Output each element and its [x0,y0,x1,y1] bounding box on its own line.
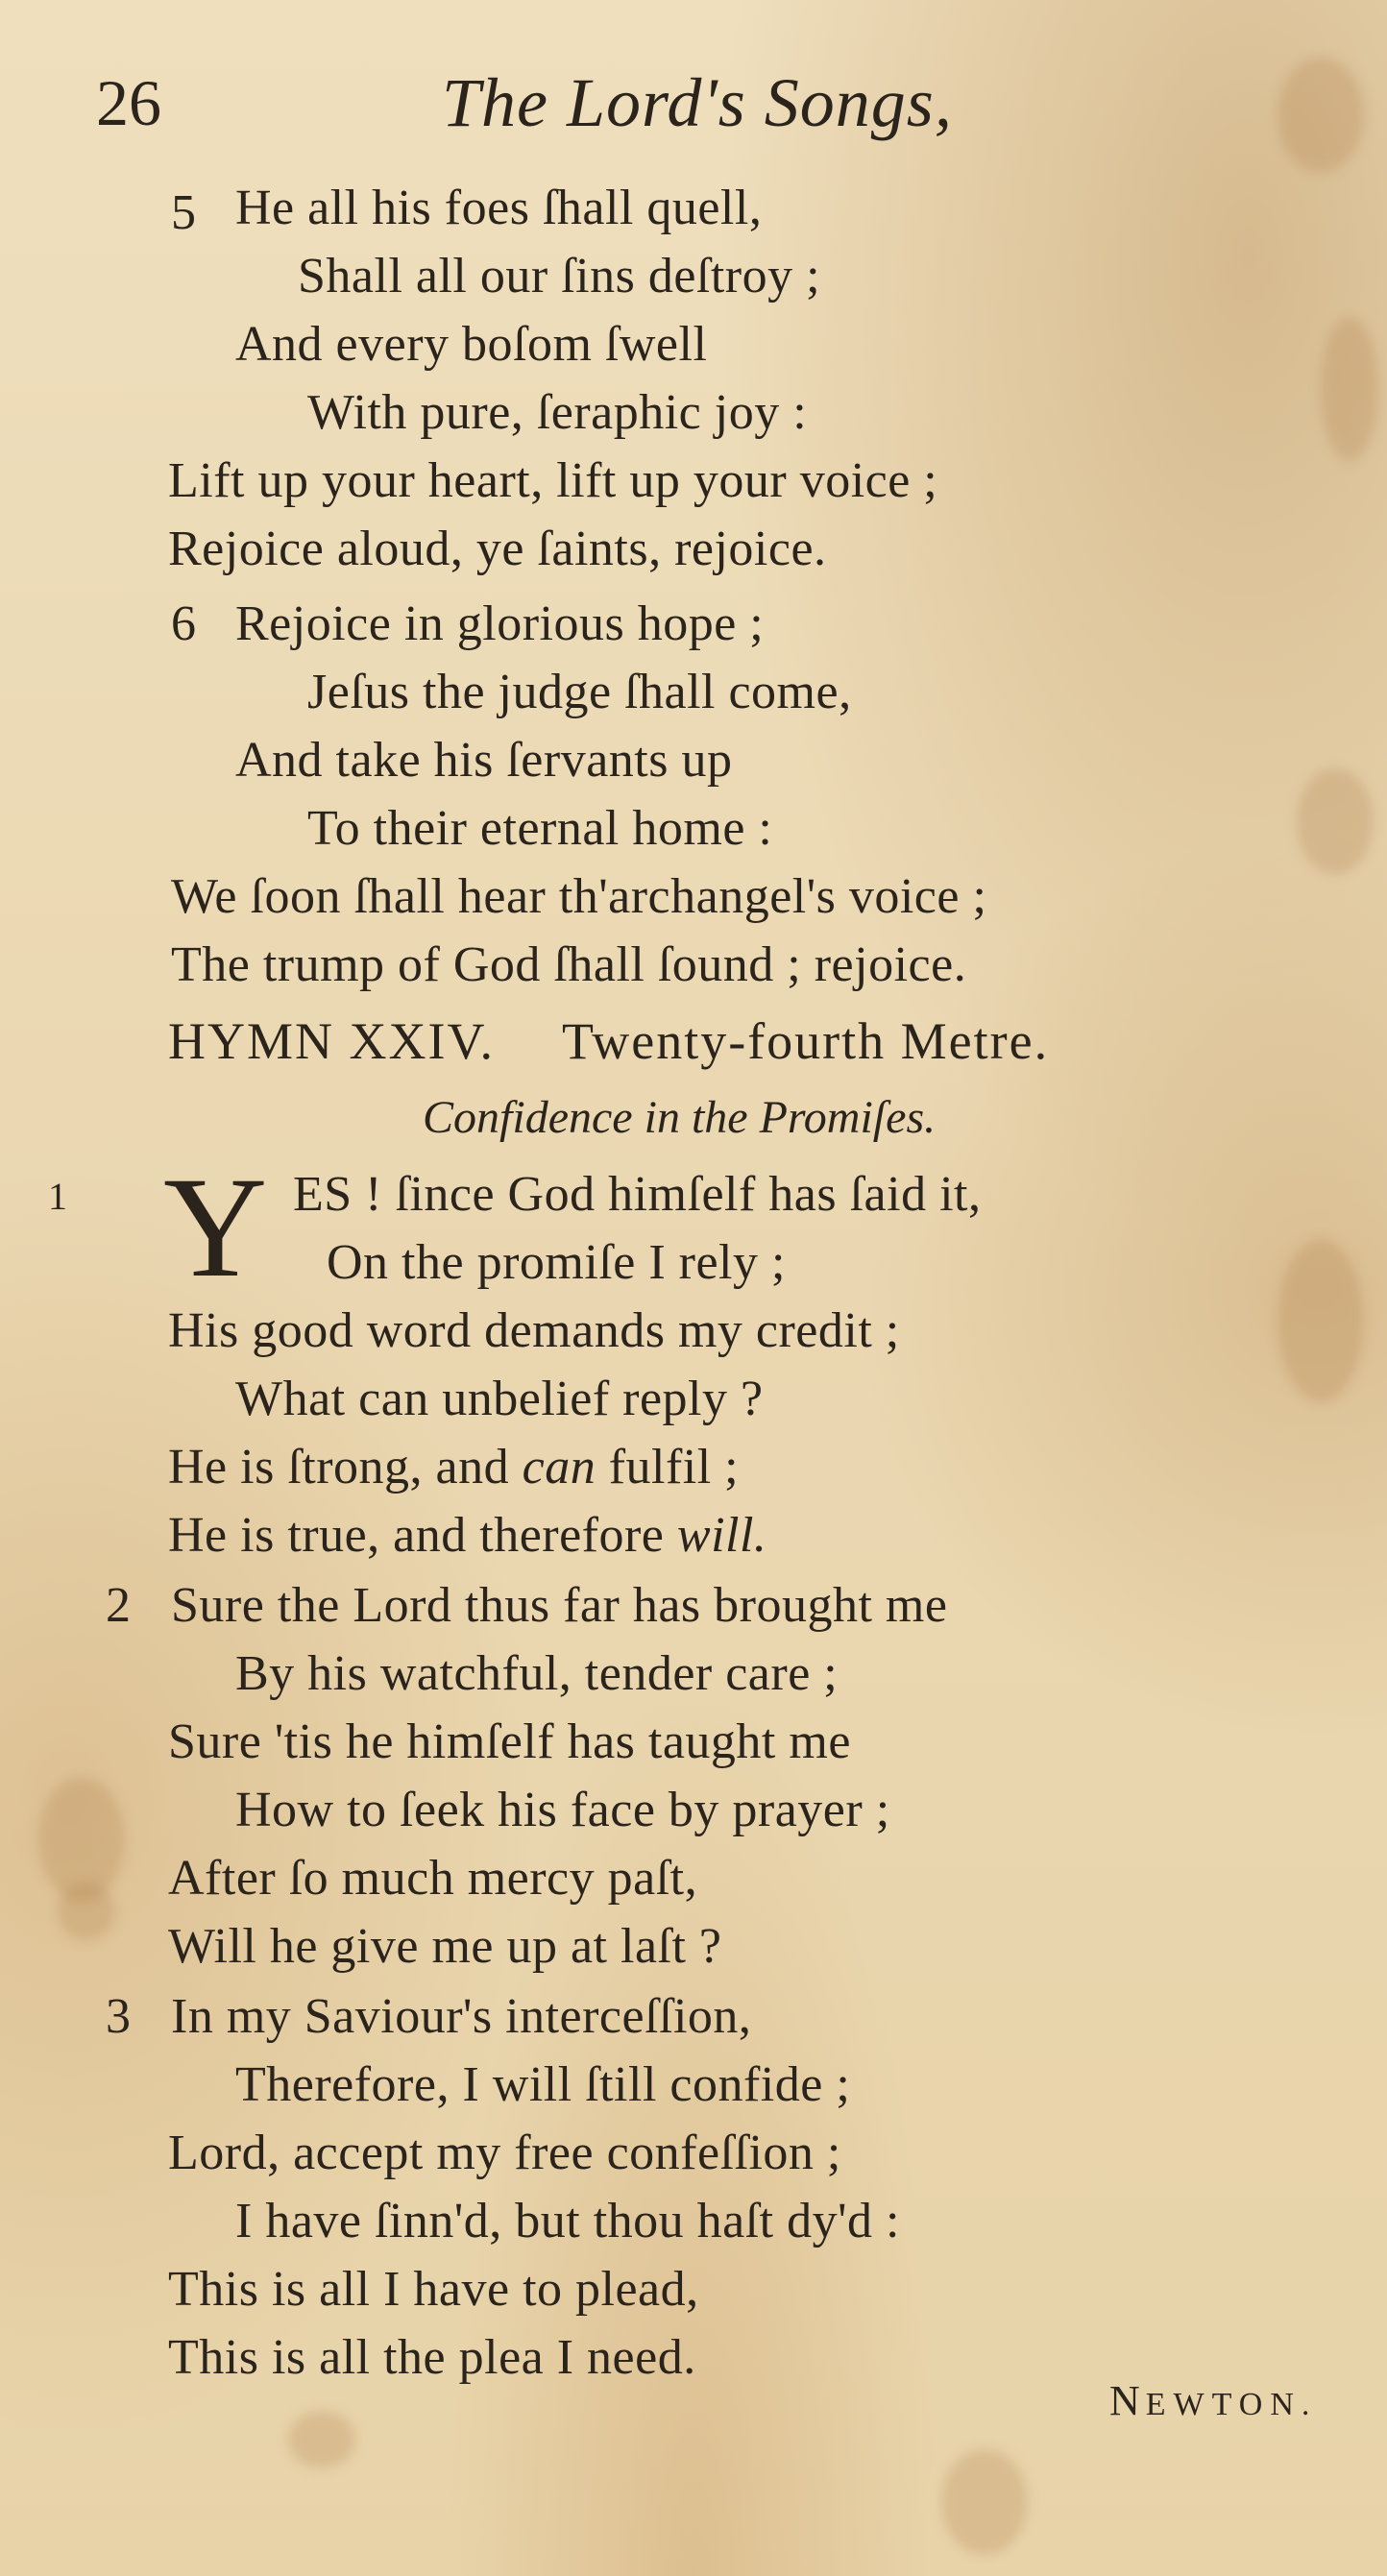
verse-line: And take his ſervants up [235,733,733,788]
verse-line [168,1505,766,1567]
verse-line: How to ſeek his face by prayer ; [235,1783,890,1837]
verse-number: 3 [106,1989,131,2044]
signature-initial: N [1109,2377,1146,2424]
verse-line: Rejoice in glorious hope ; [235,596,765,651]
emphasis-text: will. [676,1508,767,1563]
author-signature [1109,2372,1317,2434]
verse-text: He is true, and therefore [168,1508,677,1563]
verse-line: The trump of God ſhall ſound ; rejoice. [171,937,967,992]
verse-line: I have ſinn'd, but thou haſt dy'd : [235,2194,900,2248]
verse-line: Lord, accept my free confeſſion ; [168,2126,841,2180]
verse-line: After ſo much mercy paſt, [168,1851,698,1906]
stanza-number: 6 [171,596,196,651]
hymn-subtitle: Confidence in the Promiſes. [423,1092,937,1143]
verse-line: Lift up your heart, lift up your voice ; [168,453,938,508]
verse-line: With pure, ſeraphic joy : [307,385,808,440]
verse-line: His good word demands my credit ; [168,1303,900,1358]
verse-text: He is ſtrong, and [168,1440,523,1495]
hymn-metre: Twenty-fourth Metre. [562,1012,1050,1070]
verse-text: fulfil ; [596,1440,740,1495]
verse-line: We ſoon ſhall hear th'archangel's voice ; [171,869,987,924]
verse-line: ES ! ſince God himſelf has ſaid it, [293,1167,982,1222]
verse-line: This is all I have to plead, [168,2262,699,2317]
verse-line [168,1437,739,1498]
verse-line: In my Saviour's interceſſion, [171,1989,752,2044]
page-number: 26 [96,66,161,139]
signature-rest: EWTON. [1145,2387,1318,2422]
verse-number: 1 [48,1175,67,1218]
verse-line: Sure the Lord thus far has brought me [171,1578,948,1633]
emphasis-text: can [522,1440,596,1495]
verse-line: Jeſus the judge ſhall come, [307,665,852,719]
verse-line: Shall all our ſins deſtroy ; [298,249,821,304]
hymn-heading [168,1009,1049,1074]
verse-line: Sure 'tis he himſelf has taught me [168,1714,851,1769]
verse-line: To their eternal home : [307,801,773,856]
verse-line: What can unbelief reply ? [235,1372,764,1426]
verse-line: He all his foes ſhall quell, [235,181,763,235]
verse-line: Will he give me up at laſt ? [168,1919,722,1974]
hymn-number: HYMN XXIV. [168,1012,496,1070]
drop-cap: Y [163,1148,268,1307]
stanza-number: 5 [171,185,196,240]
verse-number: 2 [106,1578,131,1633]
verse-line: Rejoice aloud, ye ſaints, rejoice. [168,522,827,576]
verse-line: Therefore, I will ſtill confide ; [235,2057,851,2112]
verse-line: And every boſom ſwell [235,317,708,372]
verse-line: On the promiſe I rely ; [327,1235,786,1290]
verse-line: This is all the plea I need. [168,2330,696,2385]
verse-line: By his watchful, tender care ; [235,1646,839,1701]
running-title: The Lord's Songs, [442,64,953,141]
